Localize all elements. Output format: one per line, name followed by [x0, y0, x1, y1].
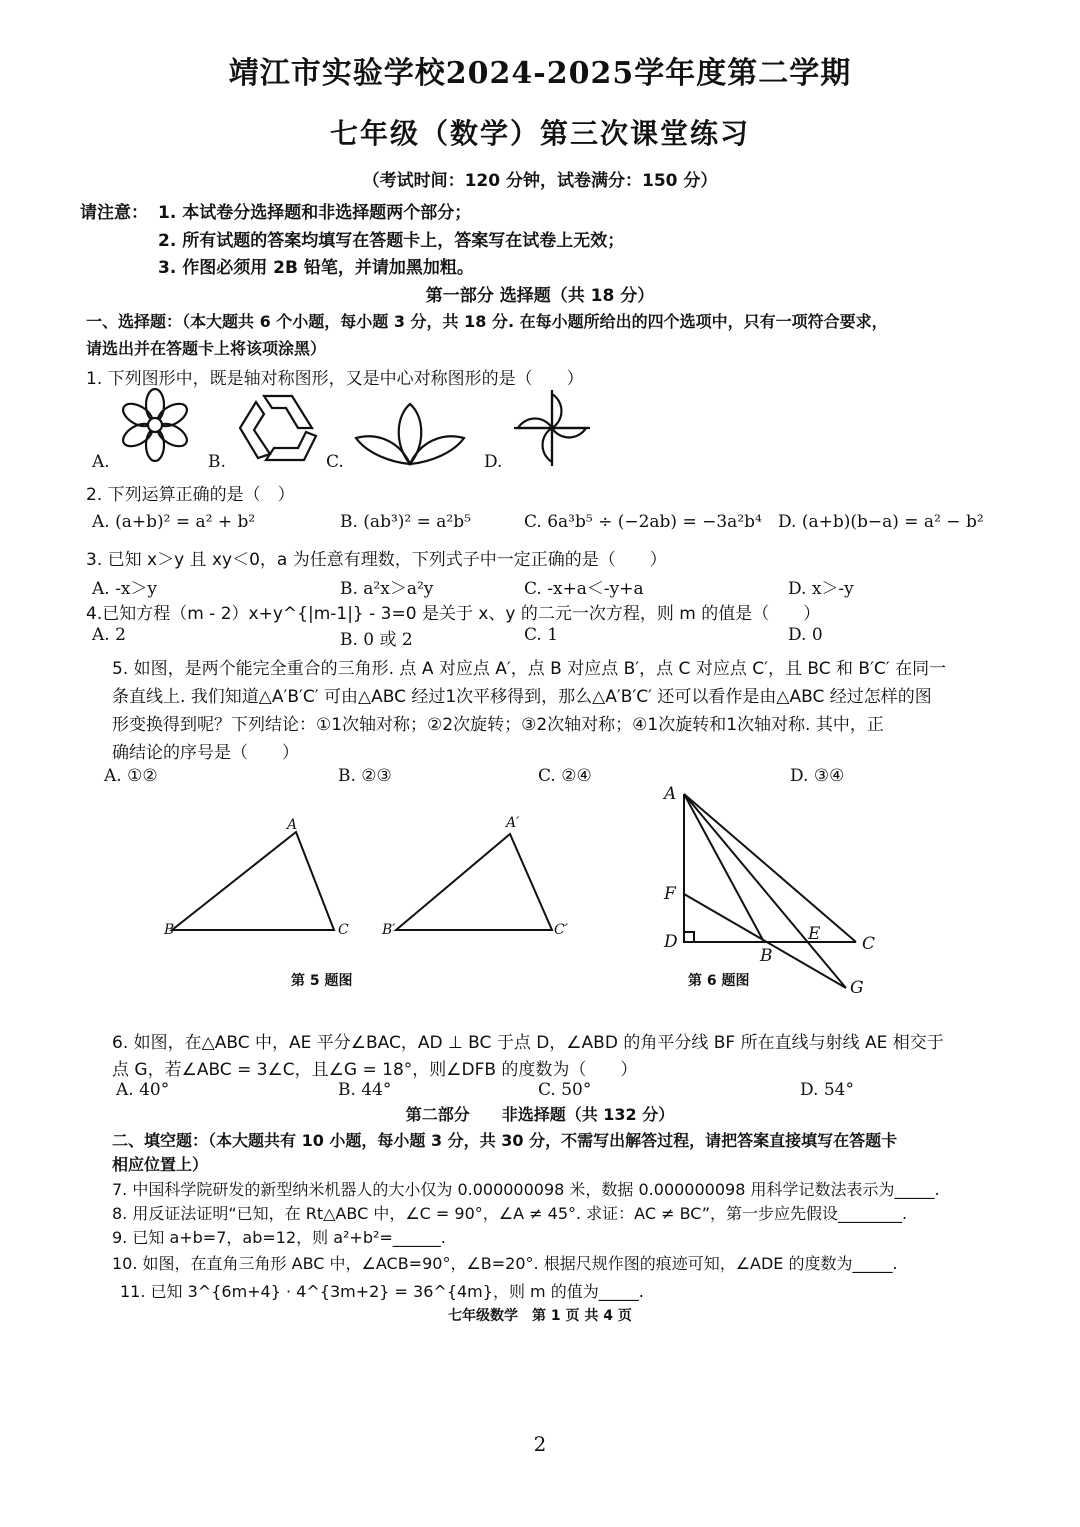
q3-stem: 3. 已知 x＞y 且 xy＜0，a 为任意有理数，下列式子中一定正确的是（ ） — [86, 550, 667, 570]
q6-label-d: D — [664, 932, 678, 952]
q2-option-d: D. (a+b)(b−a) = a² − b² — [778, 512, 984, 532]
q9-text: 9. 已知 a+b=7，ab=12，则 a²+b²=______. — [112, 1228, 446, 1247]
q2-stem: 2. 下列运算正确的是（ ） — [86, 485, 295, 505]
q5-label-c-prime: C′ — [554, 922, 568, 938]
q5-line-1: 5. 如图，是两个能完全重合的三角形. 点 A 对应点 A′，点 B 对应点 B′，点 C 对应点 C′，且 BC 和 B′C′ 在同一 — [112, 659, 947, 679]
q6-option-a: A. 40° — [116, 1080, 170, 1100]
q1-option-b-label: B. — [208, 452, 226, 472]
part1-instructions-1: 一、选择题：（本大题共 6 个小题，每小题 3 分，共 18 分. 在每小题所给出的四个选项中，只有一项符合要求， — [86, 312, 888, 331]
part1-instructions-2: 请选出并在答题卡上将该项涂黑） — [86, 339, 327, 358]
q5-label-b-prime: B′ — [382, 922, 396, 938]
q2-option-c: C. 6a³b⁵ ÷ (−2ab) = −3a²b⁴ — [524, 512, 762, 532]
q1-flower-figure — [118, 388, 192, 462]
note-1: 1. 本试卷分选择题和非选择题两个部分； — [158, 203, 472, 223]
q6-option-d: D. 54° — [800, 1080, 854, 1100]
q1-lotus-figure — [354, 400, 466, 470]
q6-option-b: B. 44° — [338, 1080, 392, 1100]
page-title: 靖江市实验学校2024-2025学年度第二学期 — [228, 56, 852, 91]
notes-label: 请注意： — [80, 203, 148, 223]
q6-label-c: C — [862, 934, 876, 954]
q6-figure-caption: 第 6 题图 — [688, 973, 750, 989]
part1-heading: 第一部分 选择题（共 18 分） — [425, 286, 655, 306]
q2-option-a: A. (a+b)² = a² + b² — [92, 512, 256, 532]
q7-text: 7. 中国科学院研发的新型纳米机器人的大小仅为 0.000000098 米，数据 0.000000098 用科学记数法表示为_____. — [112, 1180, 940, 1199]
q5-option-c: C. ②④ — [538, 766, 592, 786]
q3-option-c: C. -x+a＜-y+a — [524, 579, 644, 599]
q3-option-a: A. -x＞y — [92, 579, 158, 599]
q1-option-a-label: A. — [92, 452, 110, 472]
q5-figure — [160, 810, 580, 950]
q2-option-b: B. (ab³)² = a²b⁵ — [340, 512, 471, 532]
q6-label-f: F — [664, 884, 676, 904]
part2-heading: 第二部分 非选择题（共 132 分） — [405, 1105, 675, 1124]
note-3: 3. 作图必须用 2B 铅笔，并请加黑加粗。 — [158, 258, 474, 278]
q6-figure — [660, 780, 880, 1000]
q5-triangle-abc — [172, 832, 334, 930]
q6-option-c: C. 50° — [538, 1080, 592, 1100]
q5-label-a: A — [287, 817, 298, 833]
q11-text: 11. 已知 3^{6m+4} · 4^{3m+2} = 36^{4m}，则 m 的值为_____. — [120, 1282, 644, 1301]
q5-triangle-a2b2c2 — [396, 834, 552, 930]
q6-line-1: 6. 如图，在△ABC 中，AE 平分∠BAC，AD ⊥ BC 于点 D，∠ABD 的角平分线 BF 所在直线与射线 AE 相交于 — [112, 1033, 944, 1053]
page-subtitle: 七年级（数学）第三次课堂练习 — [329, 117, 750, 150]
q1-option-c-label: C. — [326, 452, 344, 472]
q1-recycle-figure — [236, 392, 320, 466]
q5-label-b: B — [164, 922, 175, 938]
exam-info: （考试时间：120 分钟，试卷满分：150 分） — [362, 171, 718, 191]
part2-instructions-2: 相应位置上） — [112, 1155, 209, 1174]
page-number: 2 — [533, 1432, 547, 1456]
q5-label-a-prime: A′ — [506, 815, 520, 831]
q4-option-d: D. 0 — [788, 625, 823, 645]
q10-text: 10. 如图，在直角三角形 ABC 中，∠ACB=90°，∠B=20°. 根据尺规作图的痕迹可知，∠ADE 的度数为_____. — [112, 1254, 898, 1273]
part2-instructions-1: 二、填空题：（本大题共有 10 小题，每小题 3 分，共 30 分，不需写出解答过程，请把答案直接填写在答题卡 — [112, 1131, 898, 1150]
q4-stem: 4.已知方程（m - 2）x+y^{|m-1|} - 3=0 是关于 x、y 的二元一次方程，则 m 的值是（ ） — [86, 604, 821, 624]
q1-pinwheel-figure — [512, 388, 592, 468]
note-2: 2. 所有试题的答案均填写在答题卡上，答案写在试卷上无效； — [158, 231, 625, 251]
q5-line-3: 形变换得到呢？下列结论：①1次轴对称；②2次旋转；③2次轴对称；④1次旋转和1次轴对称. 其中，正 — [112, 715, 884, 735]
q3-option-d: D. x＞-y — [788, 579, 854, 599]
q5-option-b: B. ②③ — [338, 766, 392, 786]
q6-label-b: B — [760, 946, 773, 966]
q5-figure-caption: 第 5 题图 — [291, 973, 353, 989]
page-footer: 七年级数学 第 1 页 共 4 页 — [448, 1308, 632, 1324]
q5-option-d: D. ③④ — [790, 766, 845, 786]
q5-line-4: 确结论的序号是（ ） — [112, 743, 299, 763]
q1-option-d-label: D. — [484, 452, 503, 472]
q5-option-a: A. ①② — [104, 766, 158, 786]
q6-label-g: G — [850, 978, 864, 998]
q3-option-b: B. a²x＞a²y — [340, 579, 434, 599]
q4-option-b: B. 0 或 2 — [340, 630, 413, 650]
q6-label-e: E — [808, 924, 821, 944]
q6-label-a: A — [664, 784, 677, 804]
q5-line-2: 条直线上. 我们知道△A′B′C′ 可由△ABC 经过1次平移得到，那么△A′B′C′ 还可以看作是由△ABC 经过怎样的图 — [112, 687, 932, 707]
q4-option-c: C. 1 — [524, 625, 559, 645]
q6-line-2: 点 G，若∠ABC = 3∠C，且∠G = 18°，则∠DFB 的度数为（ ） — [112, 1060, 638, 1080]
q5-label-c: C — [338, 922, 349, 938]
q4-option-a: A. 2 — [92, 625, 126, 645]
q8-text: 8. 用反证法证明“已知，在 Rt△ABC 中，∠C = 90°，∠A ≠ 45°. 求证：AC ≠ BC”，第一步应先假设________. — [112, 1204, 908, 1223]
q1-stem: 1. 下列图形中，既是轴对称图形，又是中心对称图形的是（ ） — [86, 369, 584, 389]
